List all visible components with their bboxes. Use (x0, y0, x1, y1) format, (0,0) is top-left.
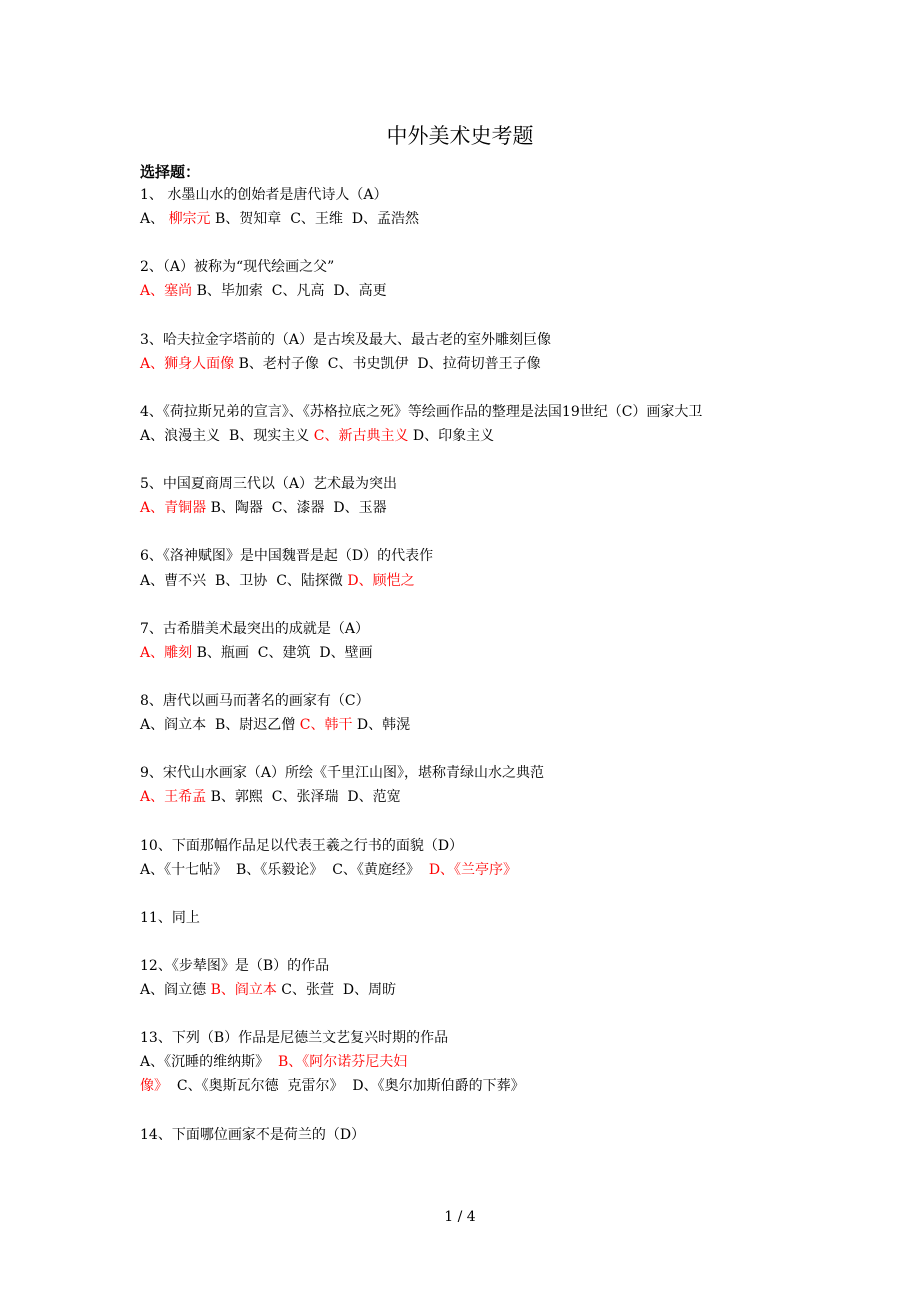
question-text: 3、哈夫拉金字塔前的（A）是古埃及最大、最古老的室外雕刻巨像 (140, 331, 552, 348)
option-text: A、浪漫主义 B、现实主义 (140, 427, 314, 444)
question-item (140, 689, 790, 737)
options-line (140, 641, 790, 665)
question-item (140, 761, 790, 809)
options-line (140, 569, 790, 593)
correct-answer: A、塞尚 (140, 283, 193, 300)
correct-answer: A、王希孟 (140, 789, 207, 806)
question-text: 2、（A）被称为“现代绘画之父” (140, 259, 335, 276)
question-text: 5、中国夏商周三代以（A）艺术最为突出 (140, 476, 398, 493)
options-line (140, 424, 790, 448)
option-text: D、印象主义 (408, 427, 495, 444)
question-text: 8、唐代以画马而著名的画家有（C） (140, 692, 370, 709)
options-line (140, 279, 790, 303)
correct-answer: A、狮身人面像 (140, 355, 235, 372)
question-item (140, 1026, 790, 1098)
question-item (140, 255, 790, 303)
options-line (140, 352, 790, 376)
question-text: 7、古希腊美术最突出的成就是（A） (140, 620, 370, 637)
options-line (140, 785, 790, 809)
correct-answer: C、新古典主义 (313, 427, 409, 444)
option-text: B、郭熙 C、张泽瑞 D、范宽 (206, 789, 401, 806)
correct-answer: B、《阿尔诺芬尼夫妇像》 (140, 1054, 408, 1095)
question-item (140, 400, 790, 448)
correct-answer: B、阎立本 (210, 982, 277, 999)
question-item (140, 906, 790, 930)
option-text: A、曹不兴 B、卫协 C、陆探微 (140, 572, 348, 589)
option-text: B、毕加索 C、凡高 D、高更 (192, 283, 387, 300)
correct-answer: C、韩干 (299, 717, 353, 734)
correct-answer: D、《兰亭序》 (428, 861, 518, 878)
question-text: 13、下列（B）作品是尼德兰文艺复兴时期的作品 (140, 1030, 449, 1047)
option-text: A、《沉睡的维纳斯》 (140, 1054, 279, 1071)
option-text: D、韩滉 (352, 717, 411, 734)
correct-answer: A、青铜器 (140, 500, 207, 517)
option-text: A、 (140, 211, 169, 228)
question-item (140, 1123, 790, 1147)
option-text: C、张萱 D、周昉 (276, 982, 397, 999)
option-text: A、《十七帖》 B、《乐毅论》 C、《黄庭经》 (140, 861, 429, 878)
question-item (140, 472, 790, 520)
options-line (140, 1050, 790, 1098)
correct-answer: 柳宗元 (168, 211, 211, 228)
question-text: 12、《步辇图》是（B）的作品 (140, 958, 330, 974)
option-text: B、贺知章 C、王维 D、孟浩然 (210, 211, 420, 228)
question-text: 4、《荷拉斯兄弟的宣言》、《苏格拉底之死》等绘画作品的整理是法国19世纪（C）画家大卫 (140, 403, 703, 420)
question-item (140, 183, 790, 231)
options-line (140, 207, 790, 231)
question-item (140, 834, 790, 882)
question-text: 1、 水墨山水的创始者是唐代诗人（A） (140, 187, 388, 203)
option-text: B、陶器 C、漆器 D、玉器 (206, 500, 387, 517)
options-line (140, 978, 790, 1002)
question-text: 11、同上 (140, 909, 200, 926)
page-number: 1 / 4 (444, 1209, 476, 1225)
question-list (140, 183, 790, 1171)
option-text: B、瓶画 C、建筑 D、壁画 (192, 644, 373, 661)
question-item (140, 328, 790, 376)
option-text: B、老村子像 C、书史凯伊 D、拉荷切普王子像 (234, 355, 541, 372)
options-line (140, 496, 790, 520)
correct-answer: A、雕刻 (140, 644, 193, 661)
option-text: A、阎立德 (140, 982, 211, 999)
question-item (140, 617, 790, 665)
question-text: 14、下面哪位画家不是荷兰的（D） (140, 1126, 366, 1143)
option-text: A、阎立本 B、尉迟乙僧 (140, 717, 300, 734)
option-text: C、《奥斯瓦尔德 克雷尔》 D、《奥尔加斯伯爵的下葬》 (168, 1078, 525, 1095)
question-text: 6、《洛神赋图》是中国魏晋是起（D）的代表作 (140, 548, 434, 565)
question-item (140, 954, 790, 1002)
question-text: 9、宋代山水画家（A）所绘《千里江山图》，堪称青绿山水之典范 (140, 765, 545, 782)
section-heading: 选择题： (140, 163, 201, 181)
options-line (140, 713, 790, 737)
document-title: 中外美术史考题 (386, 124, 534, 148)
options-line (140, 858, 790, 882)
question-text: 10、下面那幅作品足以代表王羲之行书的面貌（D） (140, 837, 464, 854)
correct-answer: D、顾恺之 (347, 572, 415, 589)
question-item (140, 544, 790, 592)
